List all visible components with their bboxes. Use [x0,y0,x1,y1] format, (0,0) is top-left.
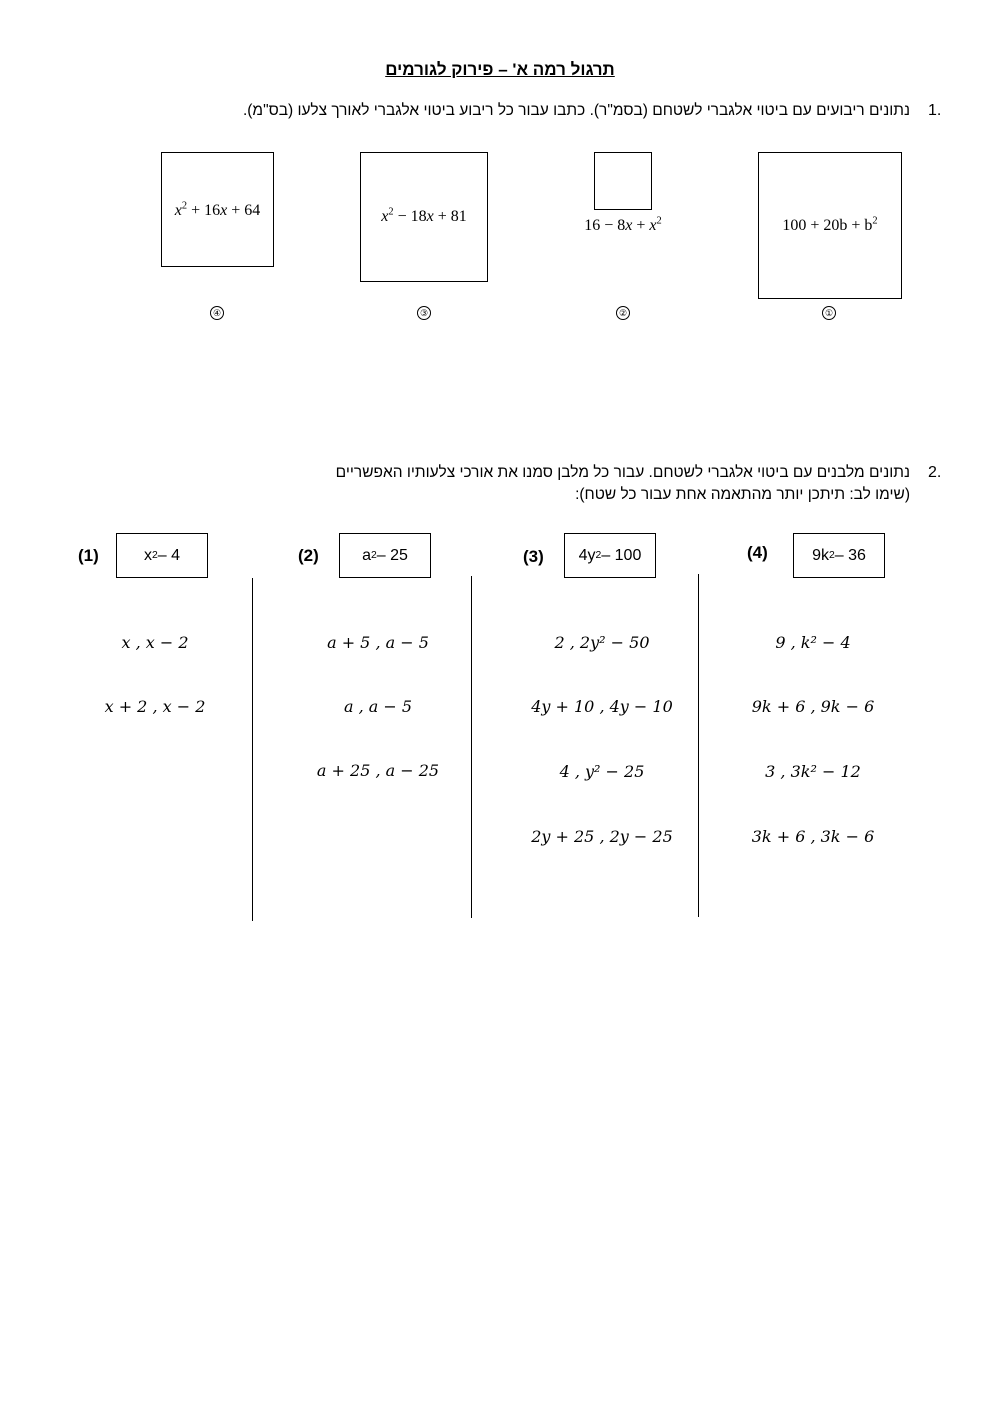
question-2-line-2: (שימו לב: תיתכן יותר מהתאמה אחת עבור כל שטח): [575,486,910,503]
option-1-2[interactable]: x + 2 , x − 2 [104,697,206,716]
rect-2-label: (2) [298,546,319,565]
page-title: תרגול רמה א' – פירוק לגורמים [385,60,615,79]
question-1-text: נתונים ריבועים עם ביטוי אלגברי לשטחם (בסמ"ר). כתבו עבור כל ריבוע ביטוי אלגברי לאורך צלעו (בס"מ). [242,102,910,119]
question-2-line-1: נתונים מלבנים עם ביטוי אלגברי לשטחם. עבור כל מלבן סמנו את אורכי צלעותיו האפשריים [335,464,910,481]
rect-1-area: x 2 – 4 [116,533,208,578]
option-4-3[interactable]: 3 , 3k² − 12 [765,762,861,781]
option-2-2[interactable]: a , a − 5 [343,697,413,716]
square-3-area: $x^2 - 18x + 81$ [381,206,467,225]
column-divider [471,576,472,918]
column-divider [252,578,253,921]
rect-2-area: a 2 – 25 [339,533,431,578]
rect-3-label: (3) [523,547,544,566]
square-2-label: ② [616,306,630,320]
option-2-1[interactable]: a + 5 , a − 5 [327,633,429,652]
option-4-2[interactable]: 9k + 6 , 9k − 6 [751,697,875,716]
question-2-number: 2. [928,464,942,481]
square-4-label: ④ [210,306,224,320]
square-1-area: $100 + 20b + b^2$ [782,215,878,234]
square-2-area: $16 - 8x + x^2$ [584,215,662,234]
option-3-1[interactable]: 2 , 2y² − 50 [554,633,650,652]
square-3-label: ③ [417,306,431,320]
option-3-3[interactable]: 4 , y² − 25 [559,762,645,781]
column-divider [698,574,699,917]
option-3-2[interactable]: 4y + 10 , 4y − 10 [531,697,673,716]
square-4-area: $x^2 + 16x + 64$ [174,200,261,219]
square-2 [594,152,652,210]
question-1-number: 1. [928,102,942,119]
option-3-4[interactable]: 2y + 25 , 2y − 25 [531,827,673,846]
rect-3-area: 4y 2 – 100 [564,533,656,578]
option-4-1[interactable]: 9 , k² − 4 [775,633,851,652]
square-1-label: ① [822,306,836,320]
option-4-4[interactable]: 3k + 6 , 3k − 6 [751,827,875,846]
rect-4-label: (4) [747,543,768,562]
option-2-3[interactable]: a + 25 , a − 25 [316,761,440,780]
option-1-1[interactable]: x , x − 2 [121,633,189,652]
rect-1-label: (1) [78,546,99,565]
rect-4-area: 9k 2 – 36 [793,533,885,578]
